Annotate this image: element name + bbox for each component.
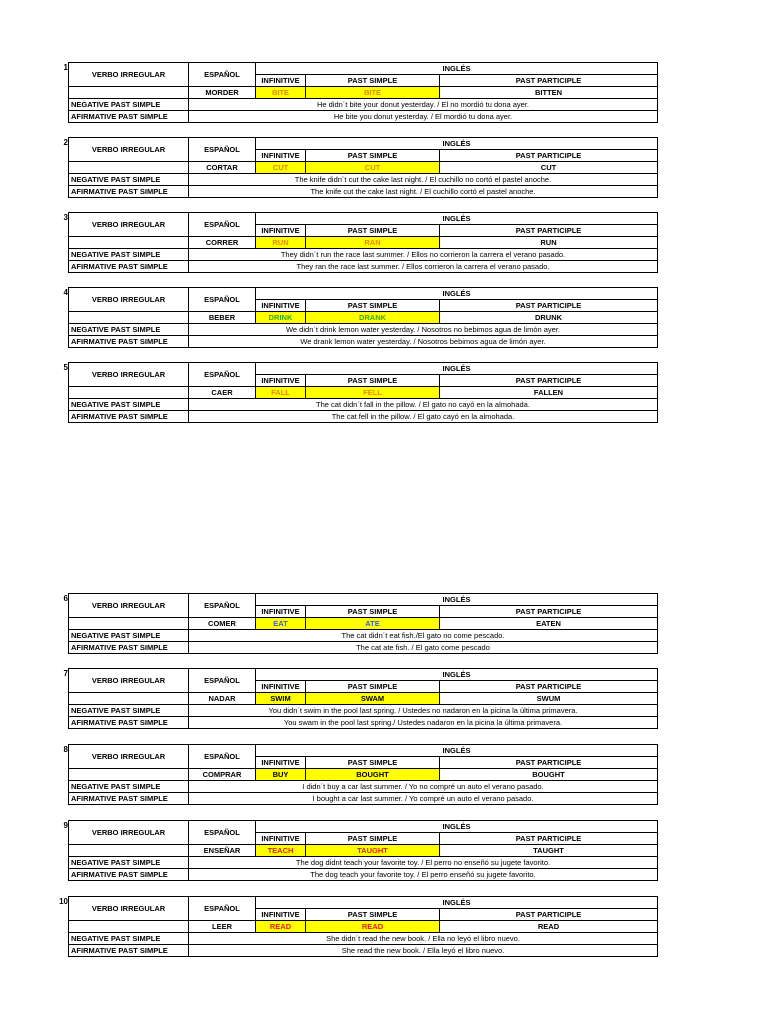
spanish-verb: NADAR [189,693,256,705]
infinitive-header: INFINITIVE [256,300,306,312]
espanol-header: ESPAÑOL [189,594,256,618]
ingles-header: INGLÉS [256,288,658,300]
header-row [69,821,658,833]
negative-row [69,705,658,717]
infinitive-header: INFINITIVE [256,606,306,618]
past-simple-header: PAST SIMPLE [306,300,440,312]
ingles-header: INGLÉS [256,745,658,757]
verb-block [56,896,657,960]
affirmative-label: AFIRMATIVE PAST SIMPLE [69,411,189,423]
verb-forms-row [69,769,658,781]
negative-label: NEGATIVE PAST SIMPLE [69,781,189,793]
verb-number: 10 [59,897,68,906]
past-simple-value: READ [306,921,440,933]
espanol-header: ESPAÑOL [189,363,256,387]
infinitive-header: INFINITIVE [256,150,306,162]
past-participle-header: PAST PARTICIPLE [440,833,658,845]
verb-block [56,668,657,732]
verb-forms-row [69,921,658,933]
affirmative-row [69,111,658,123]
negative-label: NEGATIVE PAST SIMPLE [69,857,189,869]
verb-block [56,62,657,126]
verb-forms-spacer [69,769,189,781]
past-simple-value: RAN [306,237,440,249]
verb-table [68,212,658,273]
negative-sentence: He didn´t bite your donut yesterday. / El no mordió tu dona ayer. [189,99,658,111]
verbo-irregular-header: VERBO IRREGULAR [69,288,189,312]
verbo-irregular-header: VERBO IRREGULAR [69,669,189,693]
past-simple-value: ATE [306,618,440,630]
negative-row [69,781,658,793]
negative-label: NEGATIVE PAST SIMPLE [69,99,189,111]
verb-forms-row [69,312,658,324]
ingles-header: INGLÉS [256,897,658,909]
header-row [69,363,658,375]
verb-forms-row [69,618,658,630]
espanol-header: ESPAÑOL [189,288,256,312]
past-participle-value: DRUNK [440,312,658,324]
verb-forms-spacer [69,618,189,630]
header-row [69,897,658,909]
negative-label: NEGATIVE PAST SIMPLE [69,630,189,642]
infinitive-value: FALL [256,387,306,399]
infinitive-value: BITE [256,87,306,99]
verb-block [56,287,657,351]
verb-forms-row [69,162,658,174]
affirmative-row [69,717,658,729]
espanol-header: ESPAÑOL [189,745,256,769]
verbo-irregular-header: VERBO IRREGULAR [69,897,189,921]
past-participle-header: PAST PARTICIPLE [440,300,658,312]
negative-row [69,933,658,945]
verb-number: 1 [63,63,68,72]
spanish-verb: COMER [189,618,256,630]
past-simple-header: PAST SIMPLE [306,681,440,693]
past-participle-value: TAUGHT [440,845,658,857]
past-participle-value: EATEN [440,618,658,630]
infinitive-header: INFINITIVE [256,833,306,845]
affirmative-sentence: He bite you donut yesterday. / El mordió tu dona ayer. [189,111,658,123]
ingles-header: INGLÉS [256,363,658,375]
affirmative-label: AFIRMATIVE PAST SIMPLE [69,945,189,957]
negative-sentence: She didn´t read the new book. / Ella no leyó el libro nuevo. [189,933,658,945]
negative-sentence: The cat didn´t fall in the pillow. / El gato no cayó en la almohada. [189,399,658,411]
verbo-irregular-header: VERBO IRREGULAR [69,138,189,162]
negative-sentence: The knife didn´t cut the cake last night. / El cuchillo no cortó el pastel anoche. [189,174,658,186]
verb-forms-row [69,237,658,249]
verb-forms-spacer [69,162,189,174]
affirmative-row [69,261,658,273]
verb-table [68,62,658,123]
verbo-irregular-header: VERBO IRREGULAR [69,821,189,845]
past-participle-value: CUT [440,162,658,174]
header-row [69,213,658,225]
affirmative-sentence: The cat fell in the pillow. / El gato cayó en la almohada. [189,411,658,423]
past-participle-value: FALLEN [440,387,658,399]
past-participle-header: PAST PARTICIPLE [440,606,658,618]
past-participle-header: PAST PARTICIPLE [440,75,658,87]
verb-table [68,668,658,729]
past-simple-header: PAST SIMPLE [306,75,440,87]
negative-row [69,399,658,411]
past-simple-value: SWAM [306,693,440,705]
infinitive-value: DRINK [256,312,306,324]
ingles-header: INGLÉS [256,213,658,225]
spanish-verb: BEBER [189,312,256,324]
header-row [69,669,658,681]
verb-number: 5 [63,363,68,372]
infinitive-value: CUT [256,162,306,174]
infinitive-value: READ [256,921,306,933]
verbo-irregular-header: VERBO IRREGULAR [69,63,189,87]
ingles-header: INGLÉS [256,63,658,75]
past-simple-value: BOUGHT [306,769,440,781]
ingles-header: INGLÉS [256,138,658,150]
infinitive-header: INFINITIVE [256,75,306,87]
affirmative-row [69,793,658,805]
past-participle-value: RUN [440,237,658,249]
verbo-irregular-header: VERBO IRREGULAR [69,363,189,387]
past-simple-value: CUT [306,162,440,174]
past-participle-header: PAST PARTICIPLE [440,225,658,237]
affirmative-sentence: They ran the race last summer. / Ellos corrieron la carrera el verano pasado. [189,261,658,273]
espanol-header: ESPAÑOL [189,213,256,237]
verb-forms-spacer [69,237,189,249]
espanol-header: ESPAÑOL [189,138,256,162]
negative-sentence: I didn´t buy a car last summer. / Yo no compré un auto el verano pasado. [189,781,658,793]
negative-sentence: They didn´t run the race last summer. / Ellos no corrieron la carrera el verano pasado. [189,249,658,261]
past-simple-value: BITE [306,87,440,99]
negative-sentence: You didn´t swim in the pool last spring. / Ustedes no nadaron en la picina la última primavera. [189,705,658,717]
header-row [69,138,658,150]
affirmative-sentence: We drank lemon water yesterday. / Nosotros bebimos agua de limón ayer. [189,336,658,348]
past-participle-header: PAST PARTICIPLE [440,150,658,162]
past-simple-header: PAST SIMPLE [306,150,440,162]
affirmative-label: AFIRMATIVE PAST SIMPLE [69,793,189,805]
infinitive-value: EAT [256,618,306,630]
infinitive-header: INFINITIVE [256,757,306,769]
spanish-verb: ENSEÑAR [189,845,256,857]
verbo-irregular-header: VERBO IRREGULAR [69,594,189,618]
negative-label: NEGATIVE PAST SIMPLE [69,399,189,411]
verbo-irregular-header: VERBO IRREGULAR [69,745,189,769]
infinitive-value: TEACH [256,845,306,857]
past-participle-value: SWUM [440,693,658,705]
verb-forms-row [69,87,658,99]
affirmative-sentence: She read the new book. / Ella leyó el libro nuevo. [189,945,658,957]
affirmative-row [69,869,658,881]
verb-forms-spacer [69,921,189,933]
verb-forms-row [69,693,658,705]
infinitive-value: SWIM [256,693,306,705]
header-row [69,745,658,757]
infinitive-header: INFINITIVE [256,225,306,237]
verb-forms-spacer [69,87,189,99]
verb-forms-spacer [69,845,189,857]
affirmative-sentence: The cat ate fish. / El gato come pescado [189,642,658,654]
affirmative-label: AFIRMATIVE PAST SIMPLE [69,869,189,881]
affirmative-row [69,336,658,348]
affirmative-label: AFIRMATIVE PAST SIMPLE [69,111,189,123]
verb-forms-row [69,387,658,399]
negative-label: NEGATIVE PAST SIMPLE [69,249,189,261]
past-participle-value: BOUGHT [440,769,658,781]
verb-block [56,362,657,426]
past-simple-header: PAST SIMPLE [306,375,440,387]
spanish-verb: LEER [189,921,256,933]
past-participle-header: PAST PARTICIPLE [440,757,658,769]
affirmative-label: AFIRMATIVE PAST SIMPLE [69,336,189,348]
ingles-header: INGLÉS [256,821,658,833]
affirmative-label: AFIRMATIVE PAST SIMPLE [69,642,189,654]
affirmative-sentence: I bought a car last summer. / Yo compré un auto el verano pasado. [189,793,658,805]
verb-forms-spacer [69,312,189,324]
verb-table [68,137,658,198]
infinitive-header: INFINITIVE [256,375,306,387]
verb-table [68,896,658,957]
affirmative-row [69,945,658,957]
espanol-header: ESPAÑOL [189,669,256,693]
spanish-verb: CORTAR [189,162,256,174]
affirmative-label: AFIRMATIVE PAST SIMPLE [69,261,189,273]
past-participle-value: BITTEN [440,87,658,99]
verb-table [68,820,658,881]
past-participle-header: PAST PARTICIPLE [440,375,658,387]
infinitive-value: RUN [256,237,306,249]
infinitive-value: BUY [256,769,306,781]
negative-sentence: We didn´t drink lemon water yesterday. / Nosotros no bebimos agua de limón ayer. [189,324,658,336]
negative-row [69,174,658,186]
espanol-header: ESPAÑOL [189,63,256,87]
negative-sentence: The cat didn´t eat fish./El gato no come pescado. [189,630,658,642]
past-simple-header: PAST SIMPLE [306,833,440,845]
verb-block [56,820,657,884]
negative-row [69,630,658,642]
verb-number: 2 [63,138,68,147]
spanish-verb: MORDER [189,87,256,99]
negative-sentence: The dog didnt teach your favorite toy. / El perro no enseñó su jugete favorito. [189,857,658,869]
header-row [69,594,658,606]
verb-number: 7 [63,669,68,678]
past-simple-value: FELL [306,387,440,399]
infinitive-header: INFINITIVE [256,909,306,921]
espanol-header: ESPAÑOL [189,897,256,921]
affirmative-label: AFIRMATIVE PAST SIMPLE [69,186,189,198]
verb-table [68,287,658,348]
spanish-verb: COMPRAR [189,769,256,781]
affirmative-row [69,186,658,198]
ingles-header: INGLÉS [256,594,658,606]
negative-label: NEGATIVE PAST SIMPLE [69,705,189,717]
past-participle-value: READ [440,921,658,933]
past-simple-value: DRANK [306,312,440,324]
verb-number: 9 [63,821,68,830]
verb-table [68,362,658,423]
verb-forms-spacer [69,387,189,399]
verb-block [56,137,657,201]
negative-row [69,324,658,336]
spanish-verb: CORRER [189,237,256,249]
affirmative-row [69,411,658,423]
affirmative-label: AFIRMATIVE PAST SIMPLE [69,717,189,729]
verb-number: 8 [63,745,68,754]
verb-block [56,212,657,276]
verb-table [68,744,658,805]
past-participle-header: PAST PARTICIPLE [440,681,658,693]
past-simple-value: TAUGHT [306,845,440,857]
verb-block [56,744,657,808]
header-row [69,288,658,300]
verb-block [56,593,657,657]
affirmative-sentence: The knife cut the cake last night. / El cuchillo cortó el pastel anoche. [189,186,658,198]
verb-number: 4 [63,288,68,297]
verb-number: 3 [63,213,68,222]
verb-forms-row [69,845,658,857]
negative-label: NEGATIVE PAST SIMPLE [69,933,189,945]
past-simple-header: PAST SIMPLE [306,225,440,237]
past-simple-header: PAST SIMPLE [306,606,440,618]
negative-label: NEGATIVE PAST SIMPLE [69,324,189,336]
header-row [69,63,658,75]
past-participle-header: PAST PARTICIPLE [440,909,658,921]
espanol-header: ESPAÑOL [189,821,256,845]
affirmative-sentence: You swam in the pool last spring./ Ustedes nadaron en la picina la última primavera. [189,717,658,729]
verb-number: 6 [63,594,68,603]
negative-row [69,99,658,111]
negative-row [69,249,658,261]
affirmative-row [69,642,658,654]
affirmative-sentence: The dog teach your favorite toy. / El perro enseñó su jugete favorito. [189,869,658,881]
past-simple-header: PAST SIMPLE [306,757,440,769]
infinitive-header: INFINITIVE [256,681,306,693]
verb-forms-spacer [69,693,189,705]
verb-table [68,593,658,654]
past-simple-header: PAST SIMPLE [306,909,440,921]
negative-row [69,857,658,869]
ingles-header: INGLÉS [256,669,658,681]
negative-label: NEGATIVE PAST SIMPLE [69,174,189,186]
verbo-irregular-header: VERBO IRREGULAR [69,213,189,237]
spanish-verb: CAER [189,387,256,399]
